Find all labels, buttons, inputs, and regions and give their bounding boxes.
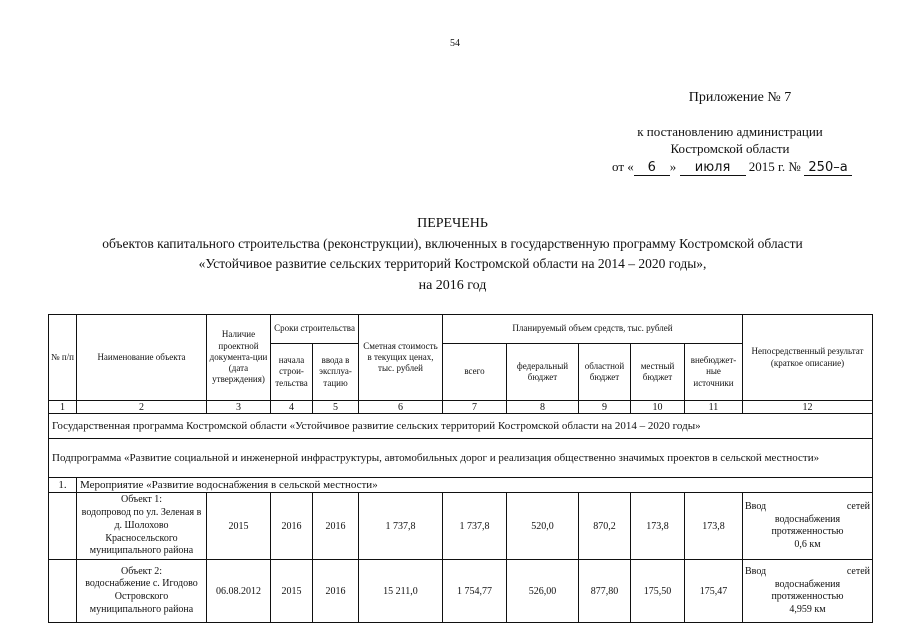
object-name-line: водопровод по ул. Зеленая в (81, 507, 202, 519)
date-day: 6 (634, 160, 670, 176)
col-number: 4 (271, 401, 313, 414)
docs-date: 06.08.2012 (207, 560, 271, 623)
table-row (49, 560, 873, 623)
local-amount: 175,50 (631, 560, 685, 623)
result-line: протяженностью (771, 526, 844, 538)
header-regional: областной бюджет (579, 344, 631, 401)
objects-table (48, 314, 873, 623)
result-line: водоснабжения (774, 578, 841, 590)
date-year: 2015 г. № (748, 159, 801, 174)
federal-amount: 520,0 (507, 493, 579, 560)
result-line: 0,6 км (794, 538, 821, 550)
subprogram-row (49, 439, 873, 478)
start-year: 2015 (271, 560, 313, 623)
start-year: 2016 (271, 493, 313, 560)
header-result: Непосредственный результат (краткое описание) (743, 315, 873, 401)
regional-amount: 877,80 (579, 560, 631, 623)
annex-date (612, 159, 852, 176)
result-description (743, 560, 873, 623)
table-row (49, 493, 873, 560)
date-prefix: от « (612, 159, 634, 174)
measure-number: 1. (49, 478, 77, 493)
object-name (77, 560, 207, 623)
object-name-line: муниципального района (89, 604, 194, 616)
header-name: Наименование объекта (77, 315, 207, 401)
result-description (743, 493, 873, 560)
col-number: 11 (685, 401, 743, 414)
col-number: 7 (443, 401, 507, 414)
object-name-line: водоснабжение с. Игодово (85, 578, 198, 590)
col-number: 2 (77, 401, 207, 414)
col-number: 1 (49, 401, 77, 414)
regional-amount: 870,2 (579, 493, 631, 560)
federal-amount: 526,00 (507, 560, 579, 623)
document-subtitle-3: на 2016 год (418, 278, 487, 293)
header-finish: ввода в эксплуа-тацию (313, 344, 359, 401)
object-name-line: Островского (114, 591, 169, 603)
extra-amount: 173,8 (685, 493, 743, 560)
col-number: 8 (507, 401, 579, 414)
header-cost: Сметная стоимость в текущих ценах, тыс. рублей (359, 315, 443, 401)
header-terms: Сроки строительства (271, 315, 359, 344)
date-month: июля (680, 160, 746, 176)
total-amount: 1 754,77 (443, 560, 507, 623)
col-number: 9 (579, 401, 631, 414)
col-number: 5 (313, 401, 359, 414)
result-line: водоснабжения (774, 513, 841, 525)
header-federal: федеральный бюджет (507, 344, 579, 401)
object-name-line: Объект 1: (120, 494, 163, 506)
object-name-line: д. Шолохово (114, 519, 169, 531)
object-name-line: Объект 2: (120, 565, 163, 577)
local-amount: 173,8 (631, 493, 685, 560)
header-total: всего (443, 344, 507, 401)
program-row (49, 414, 873, 439)
header-extra: внебюджет-ные источники (685, 344, 743, 401)
estimated-cost: 1 737,8 (359, 493, 443, 560)
finish-year: 2016 (313, 560, 359, 623)
result-word: Ввод (745, 501, 767, 513)
program-title: Государственная программа Костромской области «Устойчивое развитие сельских территорий Костромской области на 2014 – 2020 годы» (49, 414, 873, 439)
col-number: 3 (207, 401, 271, 414)
column-numbers-row (49, 401, 873, 414)
header-docs: Наличие проектной документа-ции (дата утверждения) (207, 315, 271, 401)
finish-year: 2016 (313, 493, 359, 560)
document-title: ПЕРЕЧЕНЬ (417, 216, 488, 231)
object-name-line: муниципального района (89, 545, 194, 557)
result-word: Ввод (745, 566, 767, 578)
result-word: сетей (846, 566, 870, 578)
extra-amount: 175,47 (685, 560, 743, 623)
result-line: 4,959 км (789, 603, 826, 615)
result-word: сетей (846, 501, 870, 513)
docs-date: 2015 (207, 493, 271, 560)
annex-line-2: Костромской области (670, 141, 790, 156)
annex-title: Приложение № 7 (688, 90, 792, 105)
total-amount: 1 737,8 (443, 493, 507, 560)
date-mid: » (669, 159, 677, 174)
decree-number: 250–а (804, 160, 852, 176)
subprogram-title: Подпрограмма «Развитие социальной и инженерной инфраструктуры, автомобильных дорог и реализация общественно значимых проектов в сельской местности» (49, 439, 873, 478)
header-start: начала строи-тельства (271, 344, 313, 401)
col-number: 10 (631, 401, 685, 414)
header-planned: Планируемый объем средств, тыс. рублей (443, 315, 743, 344)
result-line: протяженностью (771, 591, 844, 603)
header-local: местный бюджет (631, 344, 685, 401)
document-subtitle-2: «Устойчивое развитие сельских территорий Костромской области на 2014 – 2020 годы», (198, 256, 707, 271)
annex-line-1: к постановлению администрации (637, 124, 823, 139)
document-subtitle-1: объектов капитального строительства (реконструкции), включенных в государственную программу Костромской области (102, 236, 803, 251)
object-name (77, 493, 207, 560)
row-number (49, 560, 77, 623)
page-number: 54 (450, 38, 460, 49)
col-number: 6 (359, 401, 443, 414)
header-num: № п/п (49, 315, 77, 401)
estimated-cost: 15 211,0 (359, 560, 443, 623)
measure-title: Мероприятие «Развитие водоснабжения в сельской местности» (77, 478, 873, 493)
col-number: 12 (743, 401, 873, 414)
measure-row (49, 478, 873, 493)
object-name-line: Красносельского (105, 532, 178, 544)
row-number (49, 493, 77, 560)
